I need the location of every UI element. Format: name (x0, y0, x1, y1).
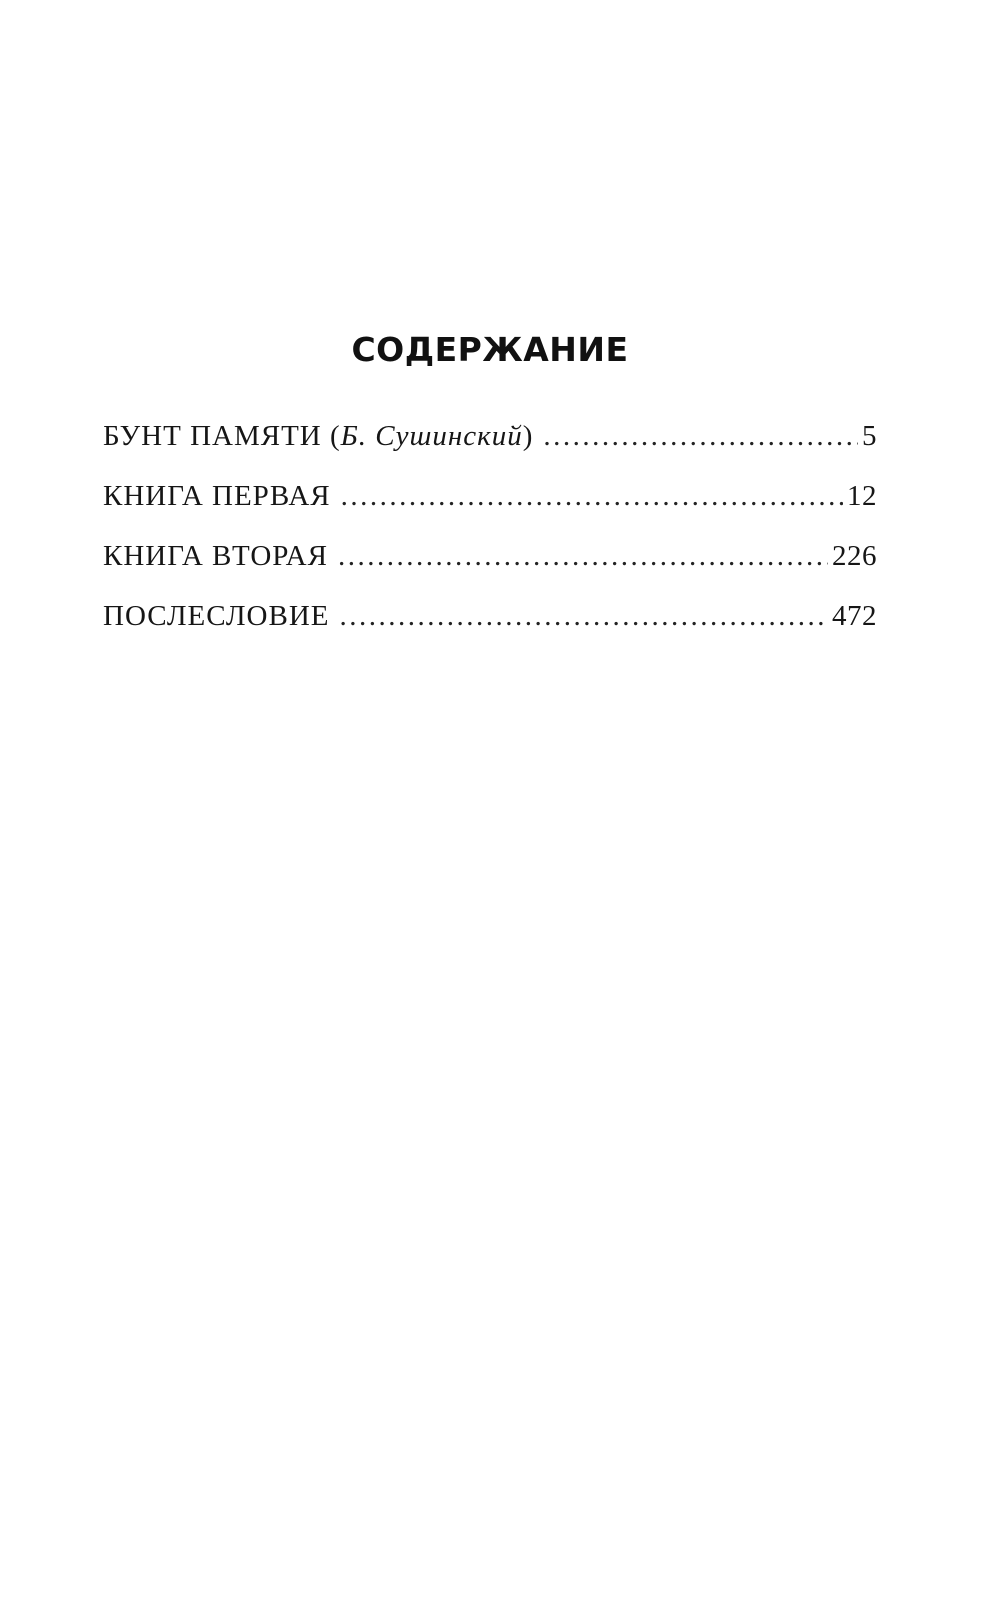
toc-entry-label (103, 420, 533, 453)
toc-entry-author: Б. Сушинский (340, 420, 523, 452)
dot-leader (543, 420, 858, 453)
toc-entry-title-end: ) (522, 420, 534, 452)
toc-entry-book-two (103, 540, 877, 600)
toc-entry-preface (103, 420, 877, 480)
toc-entry-title: БУНТ ПАМЯТИ ( (103, 420, 341, 452)
toc-entry-book-one (103, 480, 877, 540)
toc-entry-title: КНИГА ПЕРВАЯ (103, 480, 331, 512)
toc-page-number: 5 (862, 420, 877, 452)
page-title: СОДЕРЖАНИЕ (351, 330, 629, 369)
dot-leader (341, 480, 843, 513)
toc-entry-title: ПОСЛЕСЛОВИЕ (103, 600, 330, 632)
toc-page-number: 226 (832, 540, 877, 572)
dot-leader (339, 600, 828, 633)
toc-entry-title: КНИГА ВТОРАЯ (103, 540, 328, 572)
toc-page-number: 12 (847, 480, 877, 512)
table-of-contents (103, 420, 877, 660)
toc-entry-afterword (103, 600, 877, 660)
dot-leader (338, 540, 828, 573)
toc-page-number: 472 (832, 600, 877, 632)
